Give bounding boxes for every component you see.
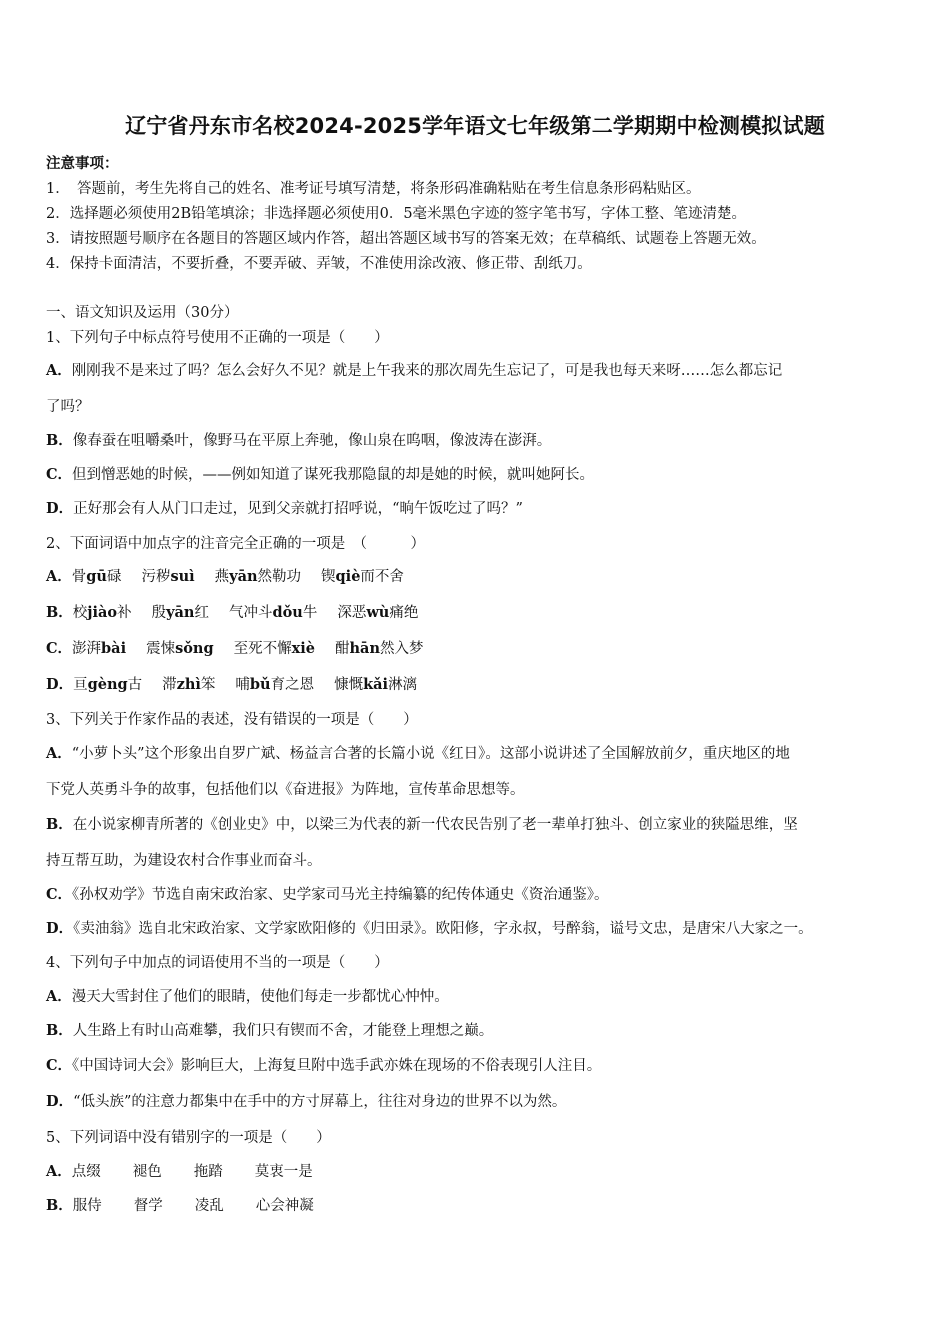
option-text: 像春蚕在咀嚼桑叶，像野马在平原上奔驰，像山泉在呜咽，像波涛在澎湃。 — [72, 433, 552, 449]
option-label: A． — [46, 988, 72, 1005]
option-word: 拖踏 — [193, 1164, 223, 1180]
word: 深恶 — [337, 605, 367, 621]
option-text: “小萝卜头”这个形象出自罗广斌、杨益言合著的长篇小说《红日》。这部小说讲述了全国解放前夕，重庆地区的地 — [71, 746, 790, 762]
question-3-option-a — [46, 742, 790, 763]
word: 燕 — [214, 569, 230, 585]
pinyin: zhì — [176, 676, 201, 693]
option-word: 褪色 — [132, 1164, 162, 1180]
word: 校 — [72, 605, 88, 621]
question-2-stem: 2、下面词语中加点字的注音完全正确的一项是 （ ） — [46, 536, 425, 552]
option-label: C． — [46, 466, 73, 483]
question-1-option-a-cont: 了吗？ — [46, 399, 90, 415]
option-label: B． — [46, 1197, 73, 1214]
option-label: A． — [46, 568, 72, 585]
option-text: 《孙权劝学》节选自南宋政治家、史学家司马光主持编纂的纪传体通史《资治通鉴》。 — [72, 887, 609, 903]
option-label: A． — [46, 362, 72, 379]
option-text: 漫天大雪封住了他们的眼睛，使他们每走一步都忧心忡忡。 — [71, 989, 449, 1005]
option-label: D． — [46, 676, 74, 693]
question-3-option-d — [46, 917, 813, 938]
notice-item-1: 1． 答题前，考生先将自己的姓名、准考证号填写清楚，将条形码准确粘贴在考生信息条形码粘贴区。 — [46, 181, 701, 197]
pinyin: qiè — [335, 568, 361, 585]
notice-heading: 注意事项： — [46, 155, 119, 172]
option-label: C． — [46, 1057, 73, 1074]
question-1-option-b — [46, 429, 551, 450]
word: 补 — [117, 605, 132, 621]
option-label: A． — [46, 745, 72, 762]
question-1-option-d — [46, 497, 523, 518]
pinyin: yān — [166, 604, 195, 621]
pinyin: xiè — [291, 640, 315, 657]
pinyin: suì — [170, 568, 195, 585]
word: 锲 — [321, 569, 336, 585]
option-text: 《卖油翁》选自北宋政治家、文学家欧阳修的《归田录》。欧阳修，字永叔，号醉翁，谥号文忠，是唐宋八大家之一。 — [73, 921, 813, 937]
option-text: 人生路上有时山高难攀，我们只有锲而不舍，才能登上理想之巅。 — [72, 1023, 494, 1039]
option-text: 但到憎恶她的时候，——例如知道了谋死我那隐鼠的却是她的时候，就叫她阿长。 — [72, 467, 595, 483]
question-4-option-c — [46, 1054, 601, 1075]
option-label: B． — [46, 1022, 73, 1039]
pinyin: dǒu — [272, 604, 303, 621]
option-text: 《中国诗词大会》影响巨大，上海复旦附中选手武亦姝在现场的不俗表现引人注目。 — [72, 1058, 602, 1074]
pinyin: bǔ — [249, 676, 271, 693]
option-word: 心会神凝 — [255, 1198, 314, 1214]
question-3-option-b-cont: 持互帮互助，为建设农村合作事业而奋斗。 — [46, 853, 322, 869]
word: 污秽 — [141, 569, 171, 585]
option-label: D． — [46, 500, 74, 517]
word: 古 — [127, 677, 143, 693]
notice-item-3: 3．请按照题号顺序在各题目的答题区域内作答，超出答题区域书写的答案无效；在草稿纸、试题卷上答题无效。 — [46, 231, 766, 247]
question-5-option-a — [46, 1160, 313, 1181]
question-2-option-a — [46, 565, 404, 586]
option-label: B． — [46, 432, 73, 449]
question-4-option-d — [46, 1090, 566, 1111]
option-word: 点缀 — [71, 1164, 101, 1180]
word: 亘 — [73, 677, 88, 693]
word: 而不舍 — [360, 569, 404, 585]
pinyin: yān — [229, 568, 258, 585]
question-1-stem: 1、下列句子中标点符号使用不正确的一项是（ ） — [46, 330, 389, 346]
word: 哺 — [235, 677, 250, 693]
question-3-option-a-cont: 下党人英勇斗争的故事，包括他们以《奋进报》为阵地，宣传革命思想等。 — [46, 782, 525, 798]
word: 慷慨 — [334, 677, 364, 693]
word: 骨 — [71, 569, 87, 585]
option-label: D． — [46, 920, 74, 937]
pinyin: hān — [349, 640, 380, 657]
option-text: 在小说家柳青所著的《创业史》中，以梁三为代表的新一代农民告别了老一辈单打独斗、创立家业的狭隘思维，坚 — [72, 817, 798, 833]
option-word: 莫衷一是 — [254, 1164, 313, 1180]
pinyin: sǒng — [175, 640, 214, 657]
word: 红 — [194, 605, 209, 621]
option-word: 凌乱 — [194, 1198, 224, 1214]
pinyin: wù — [366, 604, 390, 621]
question-5-option-b — [46, 1194, 314, 1215]
option-text: 刚刚我不是来过了吗？怎么会好久不见？就是上午我来的那次周先生忘记了，可是我也每天来呀……怎么都忘记 — [71, 363, 783, 379]
word: 碌 — [106, 569, 122, 585]
question-2-option-b — [46, 601, 418, 622]
option-word: 服侍 — [72, 1198, 102, 1214]
question-2-option-d — [46, 673, 417, 694]
question-4-option-b — [46, 1019, 493, 1040]
pinyin: gū — [86, 568, 107, 585]
word: 酣 — [335, 641, 350, 657]
word: 育之恩 — [270, 677, 315, 693]
option-label: C． — [46, 640, 73, 657]
word: 痛绝 — [389, 605, 419, 621]
word: 然入梦 — [379, 641, 424, 657]
option-label: C． — [46, 886, 73, 903]
word: 气冲斗 — [228, 605, 273, 621]
pinyin: gèng — [87, 676, 128, 693]
word: 淋漓 — [388, 677, 418, 693]
word: 牛 — [302, 605, 318, 621]
word: 震悚 — [146, 641, 176, 657]
section-heading: 一、语文知识及运用（30分） — [46, 305, 239, 321]
notice-item-4: 4．保持卡面清洁，不要折叠，不要弄破、弄皱，不准使用涂改液、修正带、刮纸刀。 — [46, 256, 592, 272]
notice-item-2: 2．选择题必须使用2B铅笔填涂；非选择题必须使用0．5毫米黑色字迹的签字笔书写，字体工整、笔迹清楚。 — [46, 206, 747, 222]
question-5-stem: 5、下列词语中没有错别字的一项是（ ） — [46, 1130, 331, 1146]
option-word: 督学 — [133, 1198, 163, 1214]
pinyin: bài — [101, 640, 127, 657]
pinyin: kǎi — [363, 676, 389, 693]
question-4-option-a — [46, 985, 449, 1006]
pinyin: jiào — [87, 604, 118, 621]
option-label: D． — [46, 1093, 74, 1110]
question-3-stem: 3、下列关于作家作品的表述，没有错误的一项是（ ） — [46, 712, 418, 728]
question-3-option-c — [46, 883, 609, 904]
word: 然勒功 — [257, 569, 302, 585]
question-1-option-a — [46, 359, 782, 380]
word: 澎湃 — [72, 641, 102, 657]
option-label: A． — [46, 1163, 72, 1180]
option-label: B． — [46, 816, 73, 833]
option-text: “低头族”的注意力都集中在手中的方寸屏幕上，往往对身边的世界不以为然。 — [73, 1094, 567, 1110]
word: 殷 — [151, 605, 167, 621]
question-2-option-c — [46, 637, 423, 658]
question-1-option-c — [46, 463, 594, 484]
question-4-stem: 4、下列句子中加点的词语使用不当的一项是（ ） — [46, 955, 389, 971]
exam-title: 辽宁省丹东市名校2024-2025学年语文七年级第二学期期中检测模拟试题 — [125, 114, 825, 138]
question-3-option-b — [46, 813, 798, 834]
option-label: B． — [46, 604, 73, 621]
word: 至死不懈 — [233, 641, 292, 657]
option-text: 正好那会有人从门口走过，见到父亲就打招呼说，“晌午饭吃过了吗？” — [73, 501, 523, 517]
word: 笨 — [200, 677, 216, 693]
word: 滞 — [162, 677, 177, 693]
